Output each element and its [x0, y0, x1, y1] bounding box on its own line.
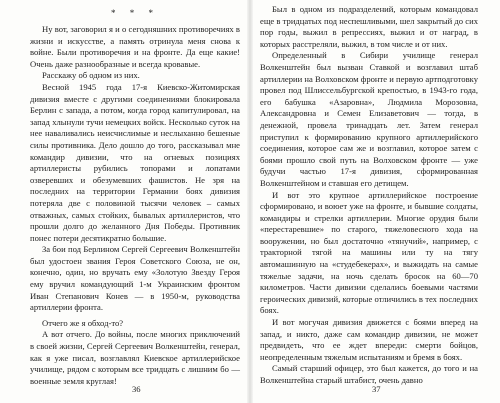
paragraph: Ну вот, заговорил я и о сегодняшних противоречиях в жизни и искусстве, а память отринула меня снова к войне. Были противоречия и на фронте. Да еще какие! Очень даже разнообразные и всегда кровавые.	[30, 24, 240, 69]
section-ornament: * * *	[111, 8, 159, 18]
right-page	[250, 0, 500, 403]
paragraph: За бои под Берлином Сергей Сергеевич Волкенштейн был удостоен звания Героя Советского Союза, не он, конечно, один, но вручать ему «Золотую Звезду Героя ему вручил командующий 1-м Украинским фронтом Иван Степанович Конев — в 1950-м, руководства артиллерии фронта.	[30, 244, 240, 313]
paragraph: Определенный в Сибири училище генерал Волкенштейн был вызван Ставкой и возглавил штаб артиллерии на Волховском фронте и первую артподготовку провел под Шлиссельбургской крепостью, в 1943-го года, его бабушка «Азаровна», Людмила Морозовна, Александровна и Семен Елизаветович — тогда, в денежной, провела тринадцать лет. Затем генерал приступил к формированию крупного артиллерийского соединения, которое сам же и возглавил, которое затем с боями прошло свой путь на Волховском фронте — уже будучи частью 17-я дивизия, сформированная Волкенштейном и ставшая его детищем.	[260, 50, 478, 188]
paragraph: Был в одном из подразделений, которым командовал еще в тридцатых под неспешливыми, шел закрытый до сих пор годы, выжил в репрессиях, выжил и от наград, в которых расстреляли, выжил, в том числе и от них.	[260, 4, 478, 49]
paragraph: И вот это крупное артиллерийское построение сформировано, и воюет уже на фронте, и бывшие солдаты, командиры и стрелки артиллерии. Многие орудия были «перестаревшие» по старого, тяжеловесного хода на вооружении, но был достаточно «тянучий», например, с тракторной тягой на машины или ту на тягу автомашинную на «студебекерах», и выжидать на самые тяжелые задачи, на ночь сделать бросок на 60—70 километров. Части дивизии сделались боевыми частями героических дивизий, которые отличились в тех последних боях.	[260, 189, 478, 316]
page-number: 36	[132, 384, 141, 394]
paragraph: Самый старший офицер, это был кажется, до того и на Волкенштейна старый штабист, очень давно	[260, 363, 478, 385]
paragraph: Весной 1945 года 17-я Киевско-Житомирская дивизия вместе с другими соединениями блокировала Берлин с запада, а потом, когда город капитулировал, на запад хлынули тучи немецких войск. Несколько суток на нее наваливались неисчислимые и неслыханно бешеные силы противника. Дело дошло до того, рассказывал мне командир дивизии, что на огневых позициях артиллеристы рубились топорами и лопатами озверевших и обезумевших фашистов. Не зря на последних на территории Германии боях дивизия потеряла две с половиной тысячи человек – самых отважных, самых стойких, бывалых артиллеристов, что прошли долго до желанного Дня Победы. Противник понес потери десятикратно большие.	[30, 81, 240, 243]
paragraph: И вот могучая дивизия движется с боями вперед на запад, и никто, даже сам командир дивизии, не может предвидеть, что ее ждет впереди: смерти бойцов, неопределенным тяжелым испытаниям и бремя в боях.	[260, 317, 478, 362]
paragraph: А вот отчего. До войны, после многих приключений в своей жизни, Сергей Сергеевич Волкенштейн, генерал, как я уже писал, возглавлял Киевское артиллерийское училище, рядом с которым все тридцать с лишним бо — военные земля круглая!	[30, 329, 240, 386]
paragraph: Отчего же я обход-то?	[42, 317, 124, 328]
page-number: 37	[372, 384, 381, 394]
paragraph: Расскажу об одном из них.	[42, 70, 140, 81]
